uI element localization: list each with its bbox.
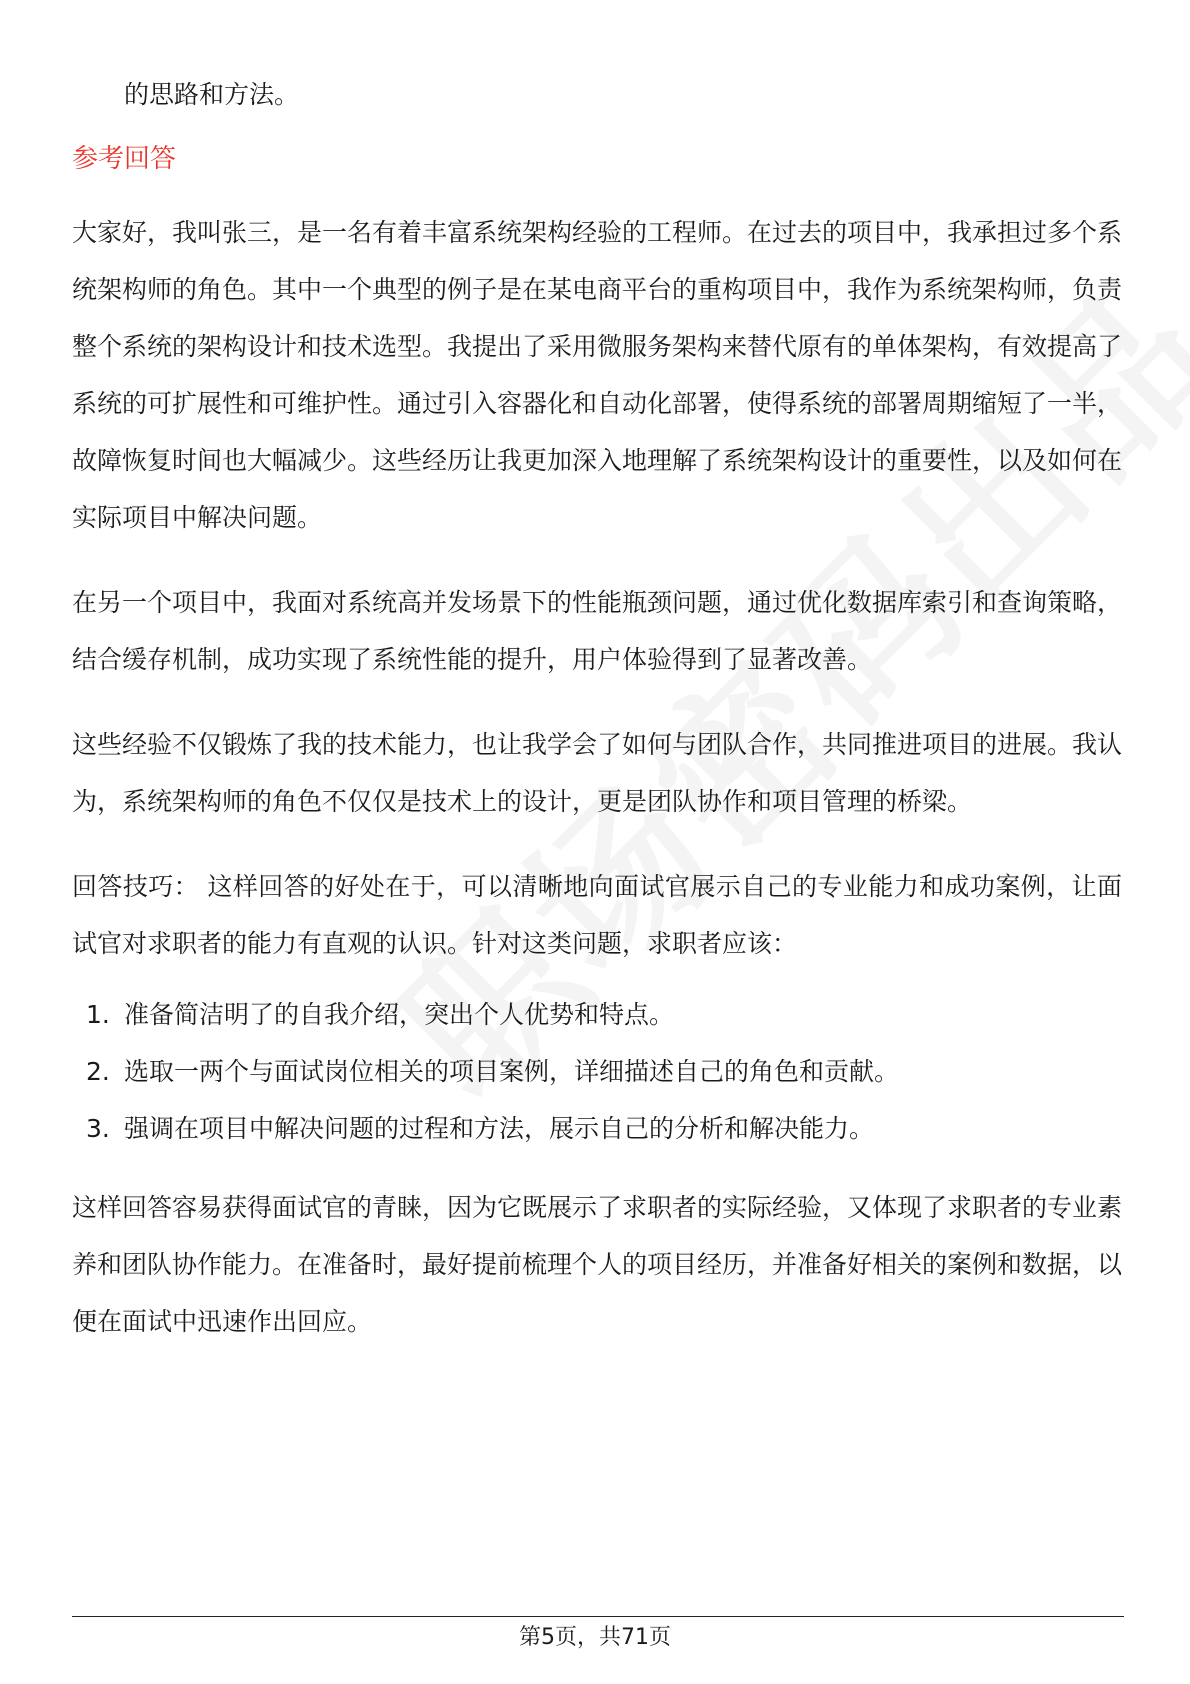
list-number: 2. [86,1057,110,1086]
closing-paragraph: 这样回答容易获得面试官的青睐，因为它既展示了求职者的实际经验，又体现了求职者的专业素养和团队协作能力。在准备时，最好提前梳理个人的项目经历，并准备好相关的案例和数据，以便在面试中迅速作出回应。 [72,1193,1123,1336]
tips-list [72,986,1122,1157]
answer-paragraph-3: 这些经验不仅锻炼了我的技术能力，也让我学会了如何与团队合作，共同推进项目的进展。我认为，系统架构师的角色不仅仅是技术上的设计，更是团队协作和项目管理的桥梁。 [72,730,1123,816]
list-number: 1. [86,1000,110,1029]
list-item [72,1100,1122,1157]
answer-paragraph-1: 大家好，我叫张三，是一名有着丰富系统架构经验的工程师。在过去的项目中，我承担过多个系统架构师的角色。其中一个典型的例子是在某电商平台的重构项目中，我作为系统架构师，负责整个系统的架构设计和技术选型。我提出了采用微服务架构来替代原有的单体架构，有效提高了系统的可扩展性和可维护性。通过引入容器化和自动化部署，使得系统的部署周期缩短了一半，故障恢复时间也大幅减少。这些经历让我更加深入地理解了系统架构设计的重要性，以及如何在实际项目中解决问题。 [72,218,1123,532]
continued-text: 的思路和方法。 [124,80,300,109]
footer-divider [72,1616,1124,1617]
page-number: 第5页，共71页 [519,1625,671,1650]
list-number: 3. [86,1114,110,1143]
list-item-text: 选取一两个与面试岗位相关的项目案例，详细描述自己的角色和贡献。 [124,1057,900,1086]
section-title: 参考回答 [72,144,177,174]
list-item [72,986,1122,1043]
answer-tips-intro: 回答技巧： 这样回答的好处在于，可以清晰地向面试官展示自己的专业能力和成功案例，让面试官对求职者的能力有直观的认识。针对这类问题，求职者应该： [72,872,1122,958]
list-item-text: 强调在项目中解决问题的过程和方法，展示自己的分析和解决能力。 [124,1114,875,1143]
list-item [72,1043,1122,1100]
list-item-text: 准备简洁明了的自我介绍，突出个人优势和特点。 [124,1000,675,1029]
page-content [72,66,1122,1378]
answer-paragraph-2: 在另一个项目中，我面对系统高并发场景下的性能瓶颈问题，通过优化数据库索引和查询策略，结合缓存机制，成功实现了系统性能的提升，用户体验得到了显著改善。 [72,588,1123,674]
